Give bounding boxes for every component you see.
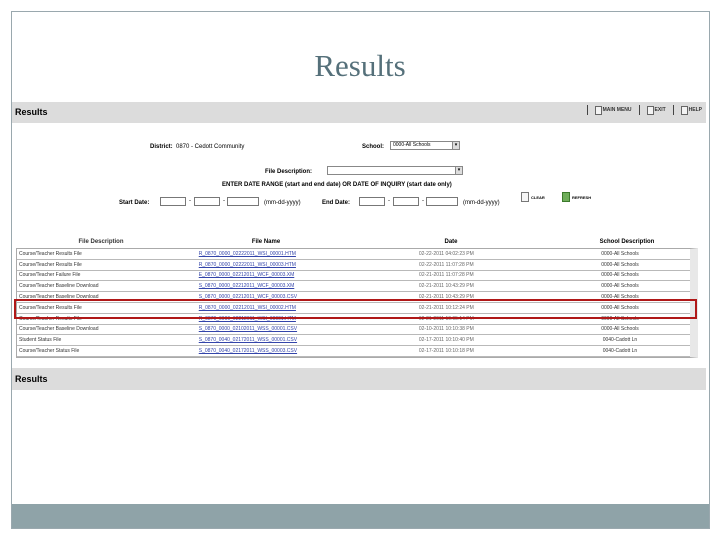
file-name-link[interactable]: R_0870_0000_02222011_WSI_00001.HTM [198, 250, 296, 257]
file-name-link[interactable]: S_0870_0040_02172011_WSS_00003.CSV [198, 348, 298, 355]
help-label: HELP [688, 107, 702, 113]
file-description-cell: Course/Teacher Failure File [19, 272, 81, 279]
end-date-month-input[interactable] [359, 197, 385, 206]
file-description-select[interactable] [327, 166, 463, 175]
school-description-cell: 0000-All Schools [601, 315, 639, 322]
file-description-cell: Course/Teacher Results File [19, 304, 82, 311]
slide-title: Results [314, 48, 406, 83]
file-name-link[interactable]: S_0870_0000_02212011_WCF_00003.CSV [198, 294, 298, 301]
date-cell: 02-22-2011 11:07:28 PM [419, 261, 474, 268]
column-header-file-description[interactable]: File Description [78, 239, 124, 245]
results-header-title: Results [15, 107, 48, 117]
table-row[interactable] [17, 335, 690, 346]
file-name-link[interactable]: S_0870_0000_02212011_WCF_00003.XM [198, 283, 295, 290]
table-row[interactable] [17, 260, 690, 271]
refresh-label: REFRESH [572, 194, 592, 200]
school-description-cell: 0000-All Schools [601, 326, 639, 333]
school-description-cell: 0040-Cadott Ln [602, 337, 638, 344]
school-select-value: 0000-All Schools [393, 142, 431, 148]
document-icon [521, 192, 529, 202]
start-date-month-input[interactable] [160, 197, 186, 206]
top-nav [587, 105, 702, 115]
chevron-down-icon: ▾ [452, 142, 459, 149]
nav-divider [587, 105, 588, 115]
nav-divider [639, 105, 640, 115]
file-description-cell: Course/Teacher Baseline Download [19, 326, 99, 333]
chevron-down-icon: ▾ [455, 167, 462, 174]
date-cell: 02-22-2011 04:02:23 PM [418, 250, 474, 257]
date-cell: 02-21-2011 11:07:28 PM [419, 272, 474, 279]
end-date-day-input[interactable] [393, 197, 419, 206]
selected-row-highlight [14, 299, 697, 319]
column-header-file-name[interactable]: File Name [251, 239, 281, 245]
slide-footer-bar [12, 504, 709, 528]
date-separator: - [189, 198, 191, 204]
start-date-day-input[interactable] [194, 197, 220, 206]
start-date-format-hint: (mm-dd-yyyy) [264, 200, 301, 206]
date-cell: 02-21-2011 10:43:29 PM [418, 283, 474, 290]
table-row[interactable] [17, 281, 690, 292]
date-cell: 02-17-2011 10:10:40 PM [418, 337, 474, 344]
file-name-link[interactable]: R_0870_0000_02212011_WSI_00001.HTM [198, 315, 296, 322]
exit-icon [647, 106, 654, 115]
results-footer-title: Results [15, 374, 48, 384]
help-icon [681, 106, 688, 115]
nav-divider [673, 105, 674, 115]
file-description-cell: Course/Teacher Status File [19, 348, 80, 355]
file-name-link[interactable]: E_0870_0000_02212011_WCF_00003.XM [198, 272, 295, 279]
file-name-link[interactable]: S_0870_0000_02102011_WSS_00001.CSV [198, 326, 298, 333]
main-menu-link[interactable] [595, 106, 632, 115]
main-menu-label: MAIN MENU [602, 107, 632, 113]
date-cell: 02-17-2011 10:10:18 PM [418, 348, 474, 355]
refresh-button[interactable] [562, 192, 591, 202]
date-separator: - [388, 198, 390, 204]
help-link[interactable] [681, 106, 702, 115]
file-name-link[interactable]: R_0870_0000_02212011_WSI_00002.HTM [198, 304, 296, 311]
district-value: 0870 - Cedott Community [176, 144, 245, 150]
date-separator: - [422, 198, 424, 204]
date-cell: 02-21-2011 10:43:29 PM [418, 294, 474, 301]
file-description-label: File Description: [265, 169, 313, 175]
clear-label: CLEAR [531, 194, 545, 200]
date-range-instructions: ENTER DATE RANGE (start and end date) OR DATE OF INQUIRY (start date only) [222, 182, 452, 188]
start-date-year-input[interactable] [227, 197, 259, 206]
file-name-link[interactable]: R_0870_0000_02222011_WSI_00003.HTM [198, 261, 296, 268]
filter-panel [12, 126, 706, 226]
exit-link[interactable] [647, 106, 666, 115]
file-description-cell: Student Status File [19, 337, 62, 344]
results-screenshot [12, 102, 706, 390]
end-date-year-input[interactable] [426, 197, 458, 206]
date-cell: 02-10-2011 10:10:38 PM [418, 326, 474, 333]
file-name-link[interactable]: S_0870_0040_02172011_WSS_00001.CSV [198, 337, 298, 344]
clear-button[interactable] [521, 192, 545, 202]
date-separator: - [223, 198, 225, 204]
start-date-label: Start Date: [119, 200, 150, 206]
date-cell: 02-21-2011 10:12:24 PM [418, 304, 474, 311]
end-date-format-hint: (mm-dd-yyyy) [463, 200, 500, 206]
table-row[interactable] [17, 346, 690, 357]
school-description-cell: 0000-All Schools [601, 283, 639, 290]
results-table [16, 239, 698, 357]
school-description-cell: 0000-All Schools [601, 261, 639, 268]
school-select[interactable] [390, 141, 460, 150]
file-description-cell: Course/Teacher Results File [19, 315, 82, 322]
file-description-cell: Course/Teacher Results File [19, 250, 82, 257]
table-header [16, 239, 698, 248]
file-description-cell: Course/Teacher Baseline Download [19, 283, 99, 290]
table-row[interactable] [17, 249, 690, 260]
school-description-cell: 0040-Cadott Ln [602, 348, 638, 355]
school-label: School: [362, 144, 384, 150]
results-footer-bar [12, 368, 706, 390]
school-description-cell: 0000-All Schools [601, 272, 639, 279]
file-description-cell: Course/Teacher Baseline Download [19, 294, 99, 301]
column-header-school-description[interactable]: School Description [599, 239, 655, 245]
home-icon [595, 106, 602, 115]
date-cell: 02-21-2011 10:05:14 PM [418, 315, 474, 322]
table-row[interactable] [17, 271, 690, 282]
table-row[interactable] [17, 325, 690, 336]
refresh-icon [562, 192, 570, 202]
file-description-cell: Course/Teacher Results File [19, 261, 82, 268]
end-date-label: End Date: [322, 200, 351, 206]
district-label: District: [150, 144, 173, 150]
exit-label: EXIT [654, 107, 666, 113]
school-description-cell: 0000-All Schools [601, 304, 639, 311]
school-description-cell: 0000-All Schools [601, 294, 639, 301]
school-description-cell: 0000-All Schools [601, 250, 639, 257]
results-header-bar [12, 102, 706, 123]
column-header-date[interactable]: Date [444, 239, 458, 245]
